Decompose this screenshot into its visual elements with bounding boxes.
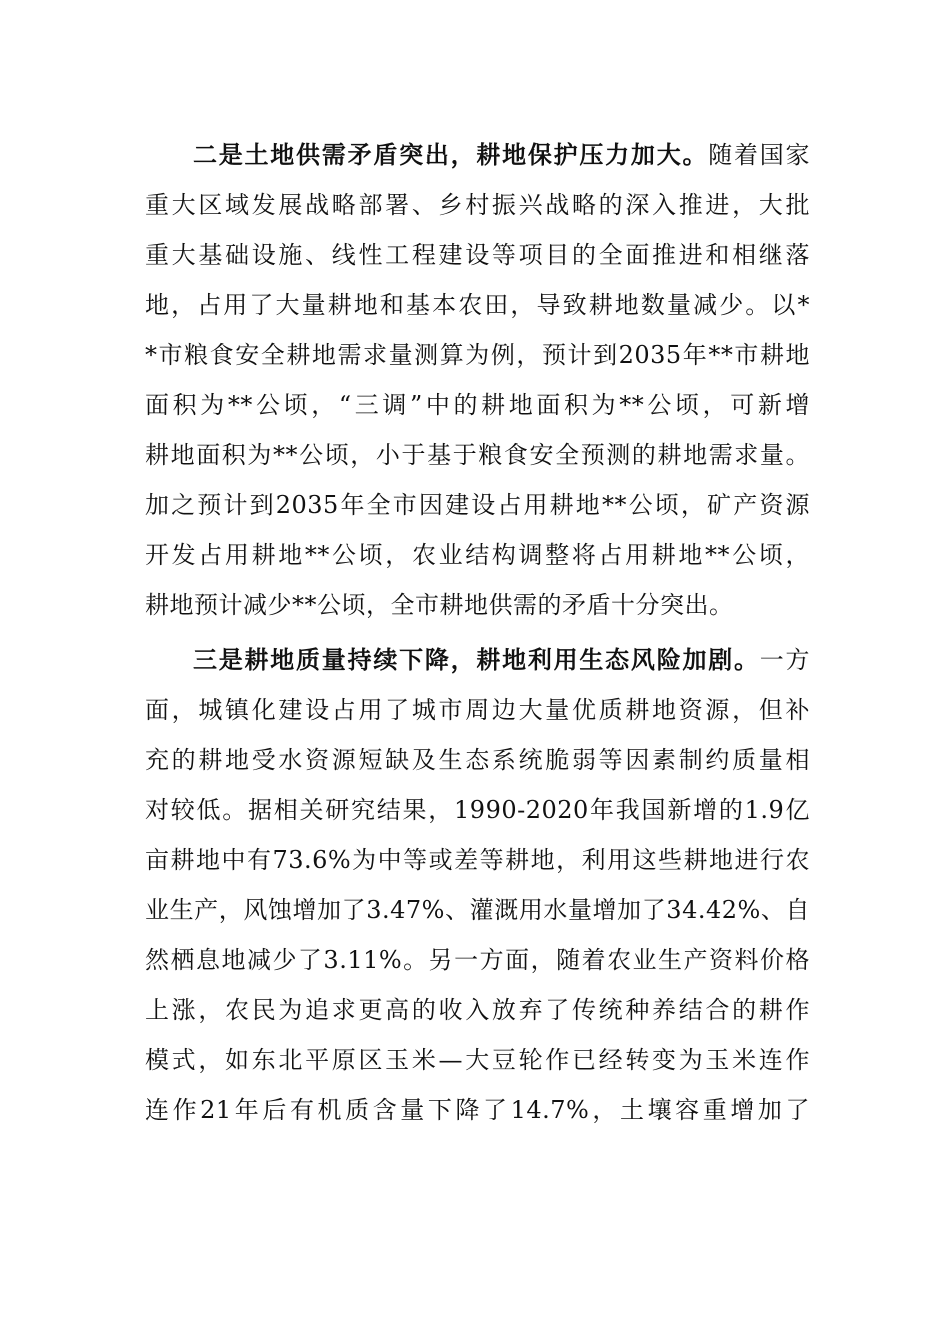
- paragraph-2-line-9: 模式，如东北平原区玉米—大豆轮作已经转变为玉米连作: [145, 1046, 810, 1074]
- paragraph-1-line-10: 耕地预计减少**公顷，全市耕地供需的矛盾十分突出。: [145, 591, 734, 619]
- paragraph-1-line-7: 耕地面积为**公顷，小于基于粮食安全预测的耕地需求量。: [145, 441, 810, 469]
- paragraph-2-text: 一方: [759, 646, 811, 674]
- paragraph-1-line-1: [145, 130, 810, 180]
- paragraph-1-line-4: 地，占用了大量耕地和基本农田，导致耕地数量减少。以*: [145, 291, 810, 319]
- paragraph-1-text: 随着国家: [708, 141, 811, 169]
- paragraph-2-lead: 三是耕地质量持续下降，耕地利用生态风险加剧。: [193, 645, 760, 674]
- paragraph-1-lead: 二是土地供需矛盾突出，耕地保护压力加大。: [193, 140, 709, 169]
- paragraph-2-line-6: 业生产，风蚀增加了3.47%、灌溉用水量增加了34.42%、自: [145, 896, 810, 924]
- paragraph-2-line-1: [145, 635, 810, 685]
- paragraph-2-line-10: 连作21年后有机质含量下降了14.7%，土壤容重增加了: [145, 1096, 810, 1124]
- paragraph-1-line-8: 加之预计到2035年全市因建设占用耕地**公顷，矿产资源: [145, 491, 810, 519]
- paragraph-1-line-9: 开发占用耕地**公顷，农业结构调整将占用耕地**公顷，: [145, 541, 810, 569]
- paragraph-1-line-2: 重大区域发展战略部署、乡村振兴战略的深入推进，大批: [145, 191, 810, 219]
- paragraph-2-line-3: 充的耕地受水资源短缺及生态系统脆弱等因素制约质量相: [145, 746, 810, 774]
- paragraph-2-line-4: 对较低。据相关研究结果，1990-2020年我国新增的1.9亿: [145, 796, 810, 824]
- paragraph-2-line-5: 亩耕地中有73.6%为中等或差等耕地，利用这些耕地进行农: [145, 846, 810, 874]
- paragraph-1-line-6: 面积为**公顷，“三调”中的耕地面积为**公顷，可新增: [145, 391, 810, 419]
- paragraph-2-line-2: 面，城镇化建设占用了城市周边大量优质耕地资源，但补: [145, 696, 810, 724]
- paragraph-2-line-7: 然栖息地减少了3.11%。另一方面，随着农业生产资料价格: [145, 946, 810, 974]
- paragraph-1-line-3: 重大基础设施、线性工程建设等项目的全面推进和相继落: [145, 241, 810, 269]
- paragraph-2-line-8: 上涨，农民为追求更高的收入放弃了传统种养结合的耕作: [145, 996, 810, 1024]
- paragraph-1-line-5: *市粮食安全耕地需求量测算为例，预计到2035年**市耕地: [145, 341, 810, 369]
- document-body: [145, 130, 810, 1135]
